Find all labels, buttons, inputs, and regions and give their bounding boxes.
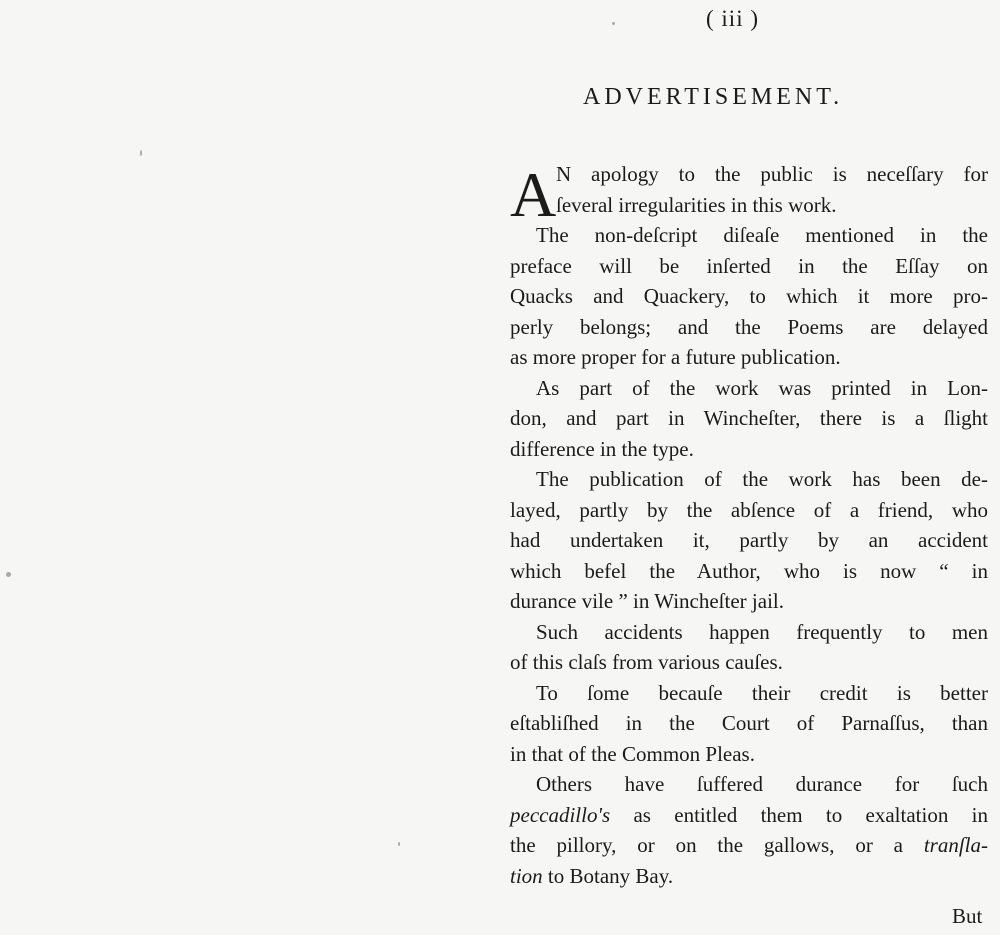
paper-speck bbox=[6, 572, 11, 577]
text-line: Such accidents happen frequently to men bbox=[536, 619, 988, 644]
text-line: perly belongs; and the Poems are delayed bbox=[510, 314, 988, 339]
italic-word: tion bbox=[510, 863, 543, 888]
text-run: as entitled them to exaltation in bbox=[610, 802, 988, 827]
advertisement-body bbox=[510, 159, 988, 891]
italic-word: peccadillo's bbox=[510, 802, 611, 827]
text-line: layed, partly by the abſence of a friend, who bbox=[510, 497, 988, 522]
text-line: To ſome becauſe their credit is better bbox=[536, 680, 988, 705]
text-line bbox=[510, 800, 988, 831]
text-line: difference in the type. bbox=[510, 436, 694, 461]
text-line: don, and part in Wincheſter, there is a ſlight bbox=[510, 406, 988, 430]
text-line: in that of the Common Pleas. bbox=[510, 741, 755, 766]
text-line: had undertaken it, partly by an accident bbox=[510, 528, 988, 552]
text-line: Others have ſuffered durance for ſuch bbox=[536, 772, 988, 796]
text-line: which befel the Author, who is now “ in bbox=[510, 558, 988, 583]
text-line: Quacks and Quackery, to which it more pro- bbox=[510, 284, 988, 308]
paper-speck bbox=[140, 150, 142, 156]
text-line: As part of the work was printed in Lon- bbox=[536, 375, 988, 400]
page-number: ( iii ) bbox=[706, 6, 759, 31]
catchword: But bbox=[952, 904, 983, 928]
text-line: ſeveral irregularities in this work. bbox=[556, 192, 837, 217]
page-heading: ADVERTISEMENT. bbox=[583, 84, 844, 110]
text-line: N apology to the public is neceſſary for bbox=[556, 162, 988, 186]
paper-speck bbox=[398, 842, 400, 846]
text-line bbox=[510, 830, 988, 861]
text-line: preface will be inſerted in the Eſſay on bbox=[510, 253, 988, 278]
italic-word: tranſla- bbox=[923, 833, 988, 857]
text-line: The non-deſcript diſeaſe mentioned in the bbox=[536, 223, 988, 247]
text-line: of this claſs from various cauſes. bbox=[510, 650, 783, 674]
text-run: to Botany Bay. bbox=[542, 863, 674, 888]
text-line bbox=[510, 861, 988, 892]
text-line: durance vile ” in Wincheſter jail. bbox=[510, 589, 784, 613]
paper-speck bbox=[612, 22, 615, 25]
text-line: The publication of the work has been de- bbox=[536, 467, 988, 491]
drop-cap: A bbox=[510, 159, 557, 230]
text-line: eſtabliſhed in the Court of Parnaſſus, than bbox=[510, 711, 988, 735]
text-line: as more proper for a future publication. bbox=[510, 345, 841, 369]
text-run: the pillory, or on the gallows, or a bbox=[510, 833, 924, 857]
